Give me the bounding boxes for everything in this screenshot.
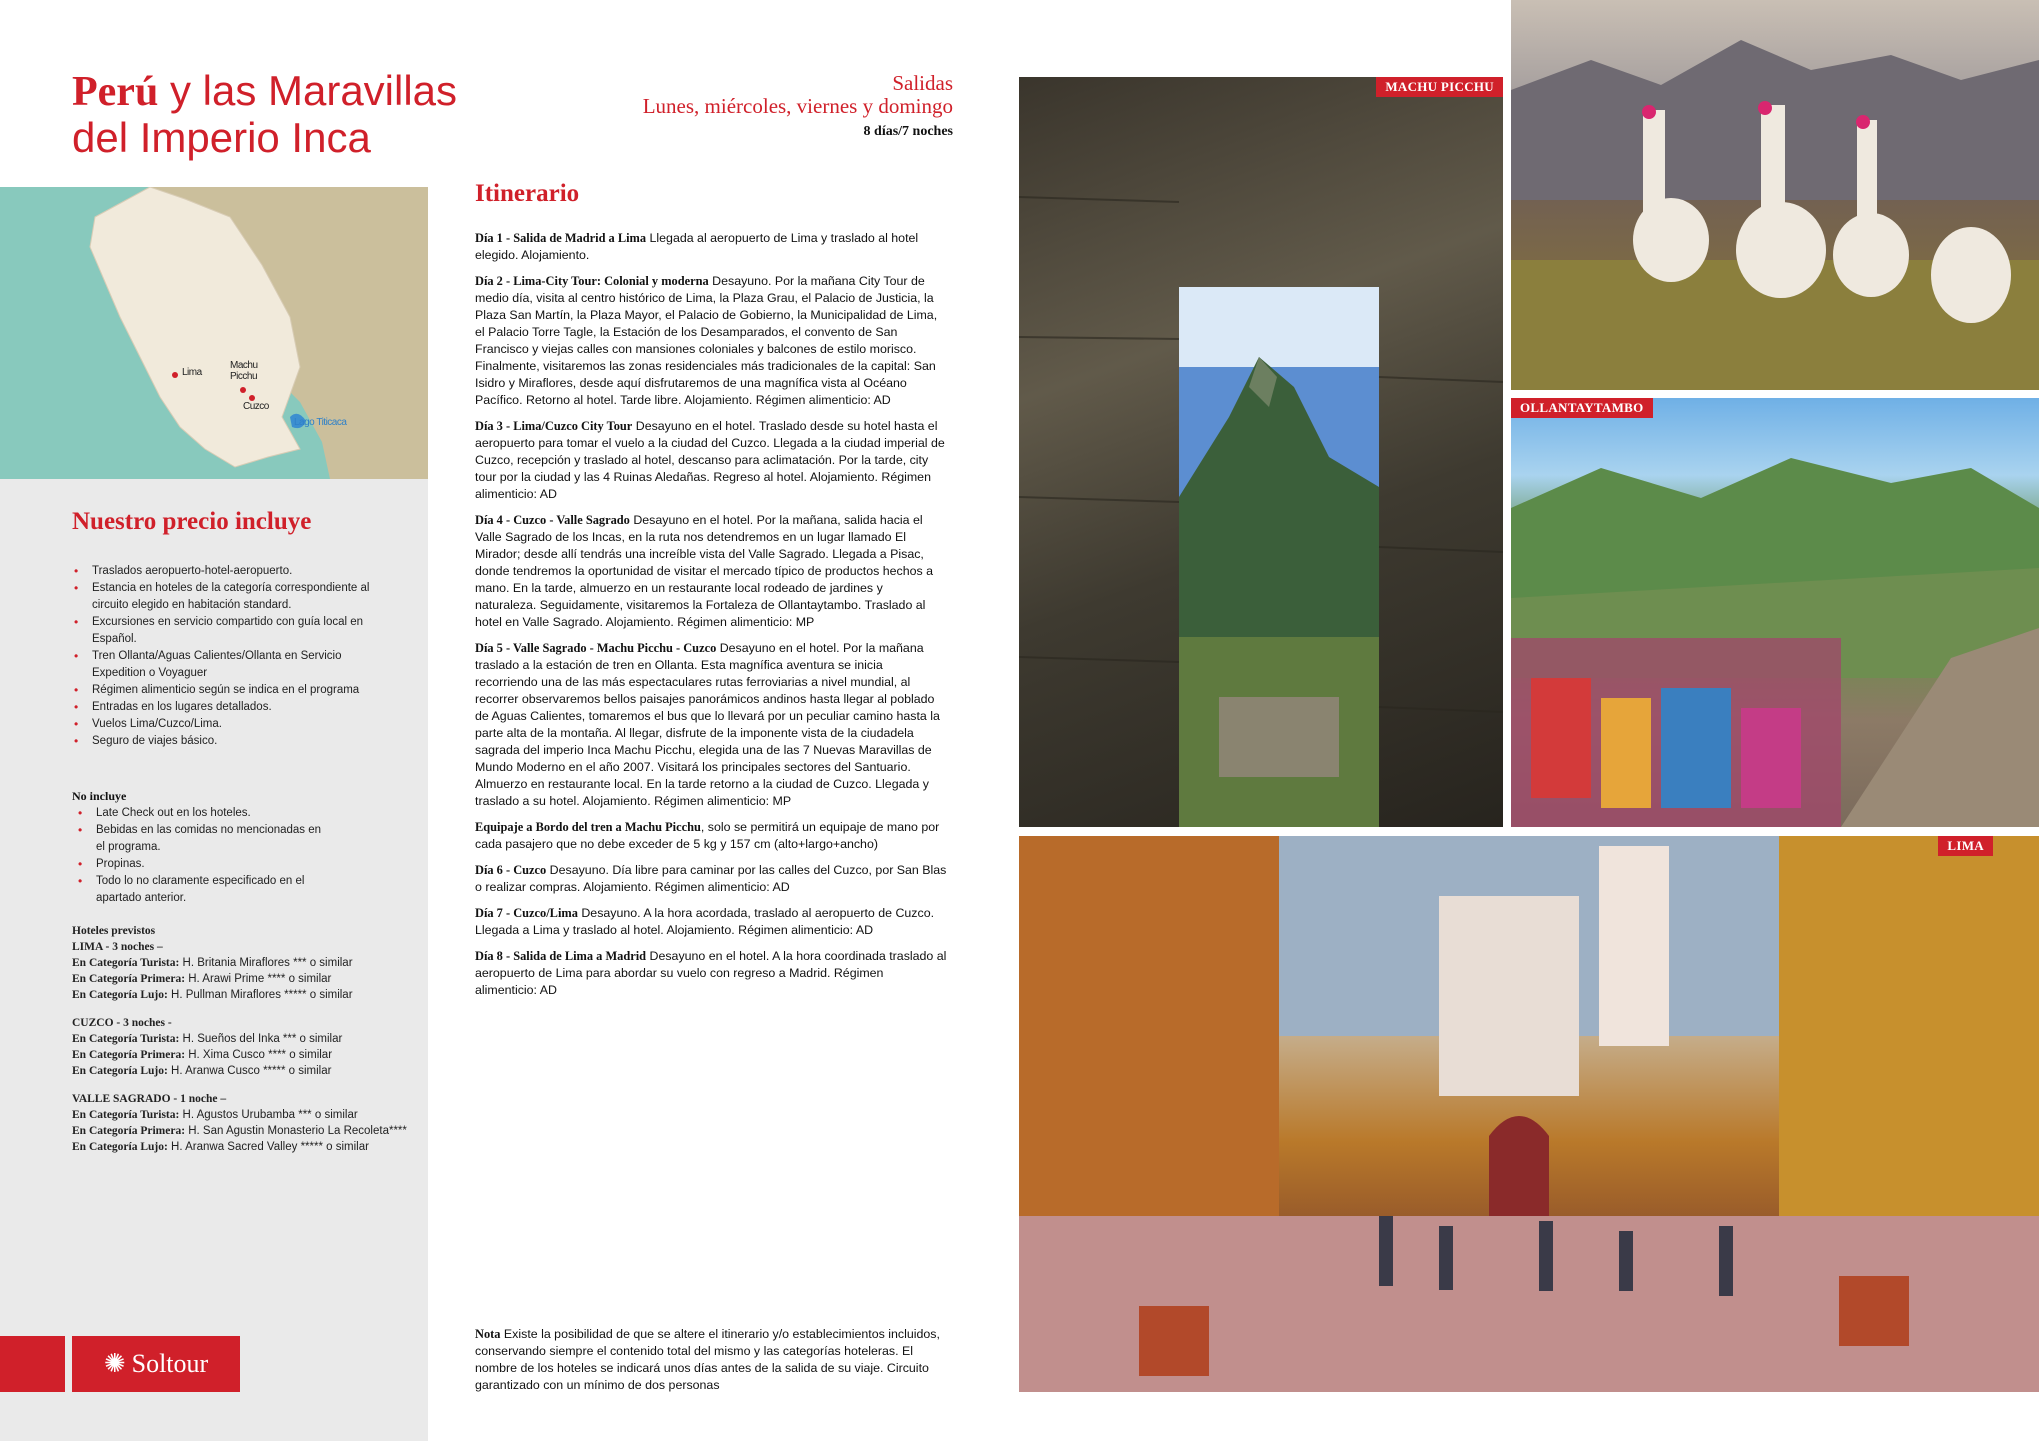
- hotel-category: En Categoría Primera:: [72, 1049, 186, 1061]
- hotels-heading: Hoteles previstos: [72, 925, 156, 937]
- hotel-category: En Categoría Primera:: [72, 973, 186, 985]
- map-label-lima: Lima: [182, 367, 202, 378]
- list-item: • Propinas.: [76, 856, 326, 873]
- day-text: Desayuno en el hotel. Por la mañana traslado a la estación de tren en Ollanta. Esta magnífica aventura se inicia recorriendo una de las más espectaculares rutas ferroviarias a nivel mundial, al recorrer observaremos bellos paisajes panorámicos andinos hasta llegar al poblado de Aguas Calientes, tomaremos el bus que lo llevará por un peculiar camino hasta la parte alta de la montaña. Al llegar, disfrute de la imponente vista de la ciudadela sagrada del imperio Inca Machu Picchu, elegida una de las 7 Nuevas Maravillas de Mundo Moderno en el año 2007. Visitará los principales sectores del Santuario. Almuerzo en restaurante local. En la tarde retorno a la ciudad de Cuzco. Llegada y traslado a su hotel. Alojamiento. Régimen alimenticio: MP: [475, 641, 940, 808]
- itinerary-day: [475, 273, 947, 409]
- hotel-category: En Categoría Lujo:: [72, 1065, 168, 1077]
- hotel-name: H. Agustos Urubamba *** o similar: [179, 1109, 358, 1121]
- hotel-row: [72, 1063, 412, 1079]
- map-label-cuzco: Cuzco: [243, 401, 269, 412]
- day-title: Día 1 - Salida de Madrid a Lima: [475, 231, 647, 245]
- lima-dot: [172, 372, 178, 378]
- list-item: • Todo lo no claramente especificado en el apartado anterior.: [76, 873, 326, 907]
- itinerary-day: [475, 905, 947, 939]
- map-label-machu-picchu: Machu Picchu: [230, 360, 258, 382]
- day-title: Día 4 - Cuzco - Valle Sagrado: [475, 513, 630, 527]
- hotel-name: H. Britania Miraflores *** o similar: [179, 957, 353, 969]
- itinerary-body: [475, 230, 947, 1008]
- hotel-name: H. San Agustin Monasterio La Recoleta****: [185, 1125, 407, 1137]
- hotel-row: [72, 971, 412, 987]
- hotel-category: En Categoría Lujo:: [72, 989, 168, 1001]
- hotel-row: [72, 1139, 412, 1155]
- title-line-2: del Imperio Inca: [72, 114, 371, 161]
- hotel-category: En Categoría Primera:: [72, 1125, 186, 1137]
- photo-tag-ollantaytambo: OLLANTAYTAMBO: [1511, 398, 1653, 418]
- lima-illustration: [1019, 836, 2039, 1392]
- itinerary-day: [475, 512, 947, 631]
- hotel-row: [72, 955, 412, 971]
- hotel-group-lima: [72, 939, 412, 1003]
- itinerary-day: [475, 418, 947, 503]
- includes-list: [72, 563, 392, 750]
- list-item: • Traslados aeropuerto-hotel-aeropuerto.: [72, 563, 392, 580]
- hotel-group-valle-sagrado: [72, 1091, 412, 1155]
- day-text: Desayuno en el hotel. A la hora coordinada traslado al aeropuerto de Lima para abordar su vuelo con regreso a Madrid. Régimen alimenticio: AD: [475, 949, 947, 997]
- departure-days: Lunes, miércoles, viernes y domingo: [642, 94, 953, 118]
- page-title: [72, 68, 472, 161]
- day-text: , solo se permitirá un equipaje de mano por cada pasajero que no debe exceder de 5 kg y 157 cm (alto+largo+ancho): [475, 820, 940, 851]
- trip-duration: 8 días/7 noches: [863, 124, 953, 139]
- hotels-section: [72, 923, 412, 1167]
- departures-label: Salidas: [892, 71, 953, 95]
- hotel-city: CUZCO - 3 noches -: [72, 1017, 172, 1029]
- day-title: Día 2 - Lima-City Tour: Colonial y moderna: [475, 274, 709, 288]
- note-title: Nota: [475, 1327, 501, 1341]
- lima-photo: [1019, 836, 2039, 1392]
- hotel-group-cuzco: [72, 1015, 412, 1079]
- hotel-name: H. Sueños del Inka *** o similar: [179, 1033, 343, 1045]
- list-item: • Bebidas en las comidas no mencionadas en el programa.: [76, 822, 326, 856]
- machu-picchu-illustration: [1019, 77, 1503, 827]
- soltour-logo: [72, 1336, 240, 1392]
- not-included-list: [76, 805, 326, 907]
- day-text: Desayuno. A la hora acordada, traslado al aeropuerto de Cuzco. Llegada a Lima y traslado al hotel. Alojamiento. Régimen alimenticio: AD: [475, 906, 935, 937]
- hotel-category: En Categoría Turista:: [72, 1109, 180, 1121]
- day-text: Desayuno. Por la mañana City Tour de medio día, visita al centro histórico de Lima, la Plaza Grau, el Palacio de Justicia, la Plaza San Martín, la Plaza Mayor, el Palacio de Gobierno, la Municipalidad de Lima, el Palacio Torre Tagle, la Estación de los Desamparados, el convento de San Francisco y viejas calles con mansiones coloniales y balcones de estilo morisco. Finalmente, visitaremos las zonas residenciales más tradicionales de la capital: San Isidro y Miraflores, desde aquí disfrutaremos de una magnífica vista al Océano Pacífico. Retorno al hotel. Tarde libre. Alojamiento. Régimen alimenticio: AD: [475, 274, 938, 407]
- hotel-city: VALLE SAGRADO - 1 noche –: [72, 1093, 227, 1105]
- peru-map: [0, 187, 428, 479]
- hotel-row: [72, 987, 412, 1003]
- map-graphic: [0, 187, 428, 479]
- hotel-row: [72, 1123, 412, 1139]
- ollantaytambo-photo: [1511, 398, 2039, 827]
- ollantaytambo-illustration: [1511, 398, 2039, 827]
- hotel-row: [72, 1031, 412, 1047]
- brand-bar: [0, 1336, 65, 1392]
- llamas-illustration: [1511, 0, 2039, 390]
- hotel-category: En Categoría Lujo:: [72, 1141, 168, 1153]
- departures-block: [643, 72, 953, 140]
- list-item: • Seguro de viajes básico.: [72, 733, 392, 750]
- brand-name: Soltour: [131, 1349, 209, 1378]
- llamas-photo: [1511, 0, 2039, 390]
- day-title: Día 7 - Cuzco/Lima: [475, 906, 578, 920]
- title-rest: y las Maravillas: [158, 67, 458, 114]
- list-item: • Tren Ollanta/Aguas Calientes/Ollanta en Servicio Expedition o Voyaguer: [72, 648, 392, 682]
- itinerary-day: [475, 640, 947, 810]
- hotel-row: [72, 1047, 412, 1063]
- includes-heading: Nuestro precio incluye: [72, 508, 312, 535]
- hotel-name: H. Xima Cusco **** o similar: [185, 1049, 333, 1061]
- list-item: • Excursiones en servicio compartido con guía local en Español.: [72, 614, 392, 648]
- hotel-row: [72, 1107, 412, 1123]
- photo-tag-lima: LIMA: [1938, 836, 1993, 856]
- itinerary-day: [475, 862, 947, 896]
- hotel-name: H. Aranwa Cusco ***** o similar: [167, 1065, 332, 1077]
- machu-picchu-photo: [1019, 77, 1503, 827]
- list-item: • Late Check out en los hoteles.: [76, 805, 326, 822]
- day-text: Llegada al aeropuerto de Lima y traslado al hotel elegido. Alojamiento.: [475, 231, 919, 262]
- day-title: Día 3 - Lima/Cuzco City Tour: [475, 419, 633, 433]
- day-title: Día 5 - Valle Sagrado - Machu Picchu - Cuzco: [475, 641, 717, 655]
- day-text: Desayuno en el hotel. Por la mañana, salida hacia el Valle Sagrado de los Incas, en la ruta nos detendremos en un lugar llamado El Mirador; desde allí tendrás una increíble vista del Valle Sagrado. Llegada a Pisac, donde tendremos la oportunidad de visitar el mercado típico de productos hechos a mano. En la tarde, almuerzo en un restaurante local rodeado de jardines y naturaleza. Seguidamente, visitaremos la Fortaleza de Ollantaytambo. Traslado al hotel en Valle Sagrado. Alojamiento. Régimen alimenticio: MP: [475, 513, 934, 629]
- list-item: • Régimen alimenticio según se indica en el programa: [72, 682, 392, 699]
- hotel-category: En Categoría Turista:: [72, 957, 180, 969]
- hotel-name: H. Pullman Miraflores ***** o similar: [167, 989, 353, 1001]
- hotel-category: En Categoría Turista:: [72, 1033, 180, 1045]
- title-bold: Perú: [72, 69, 159, 115]
- note-text: Existe la posibilidad de que se altere el itinerario y/o establecimientos incluidos, conservando siempre el contenido total del mismo y las categorías hoteleras. El nombre de los hoteles se indicará unos días antes de la salida de su viaje. Circuito garantizado con un mínimo de dos personas: [475, 1327, 940, 1392]
- list-item: • Estancia en hoteles de la categoría correspondiente al circuito elegido en habitación standard.: [72, 580, 392, 614]
- photo-tag-machu-picchu: MACHU PICCHU: [1376, 77, 1503, 97]
- day-title: Equipaje a Bordo del tren a Machu Picchu: [475, 820, 701, 834]
- itinerary-heading: Itinerario: [475, 180, 580, 207]
- day-text: Desayuno. Día libre para caminar por las calles del Cuzco, por San Blas o realizar compras. Alojamiento. Régimen alimenticio: AD: [475, 863, 947, 894]
- map-label-lago-titicaca: Lago Titicaca: [294, 417, 347, 428]
- list-item: • Vuelos Lima/Cuzco/Lima.: [72, 716, 392, 733]
- itinerary-day: [475, 948, 947, 999]
- list-item: • Entradas en los lugares detallados.: [72, 699, 392, 716]
- note-block: [475, 1326, 953, 1394]
- hotel-name: H. Arawi Prime **** o similar: [185, 973, 332, 985]
- machu-picchu-dot: [240, 387, 246, 393]
- day-title: Día 6 - Cuzco: [475, 863, 547, 877]
- sun-icon: ✺: [103, 1349, 126, 1378]
- day-title: Día 8 - Salida de Lima a Madrid: [475, 949, 647, 963]
- luggage-note: [475, 819, 947, 853]
- day-text: Desayuno en el hotel. Traslado desde su hotel hasta el aeropuerto para tomar el vuelo a la ciudad del Cuzco. Llegada a la ciudad imperial de Cuzco, recepción y traslado al hotel, descanso para aclimatación. Por la tarde, city tour por la ciudad y las 4 Ruinas Aledañas. Regreso al hotel. Alojamiento. Régimen alimenticio: AD: [475, 419, 945, 501]
- hotel-name: H. Aranwa Sacred Valley ***** o similar: [167, 1141, 369, 1153]
- not-included-heading: No incluye: [72, 789, 127, 803]
- itinerary-day: [475, 230, 947, 264]
- hotel-city: LIMA - 3 noches –: [72, 941, 163, 953]
